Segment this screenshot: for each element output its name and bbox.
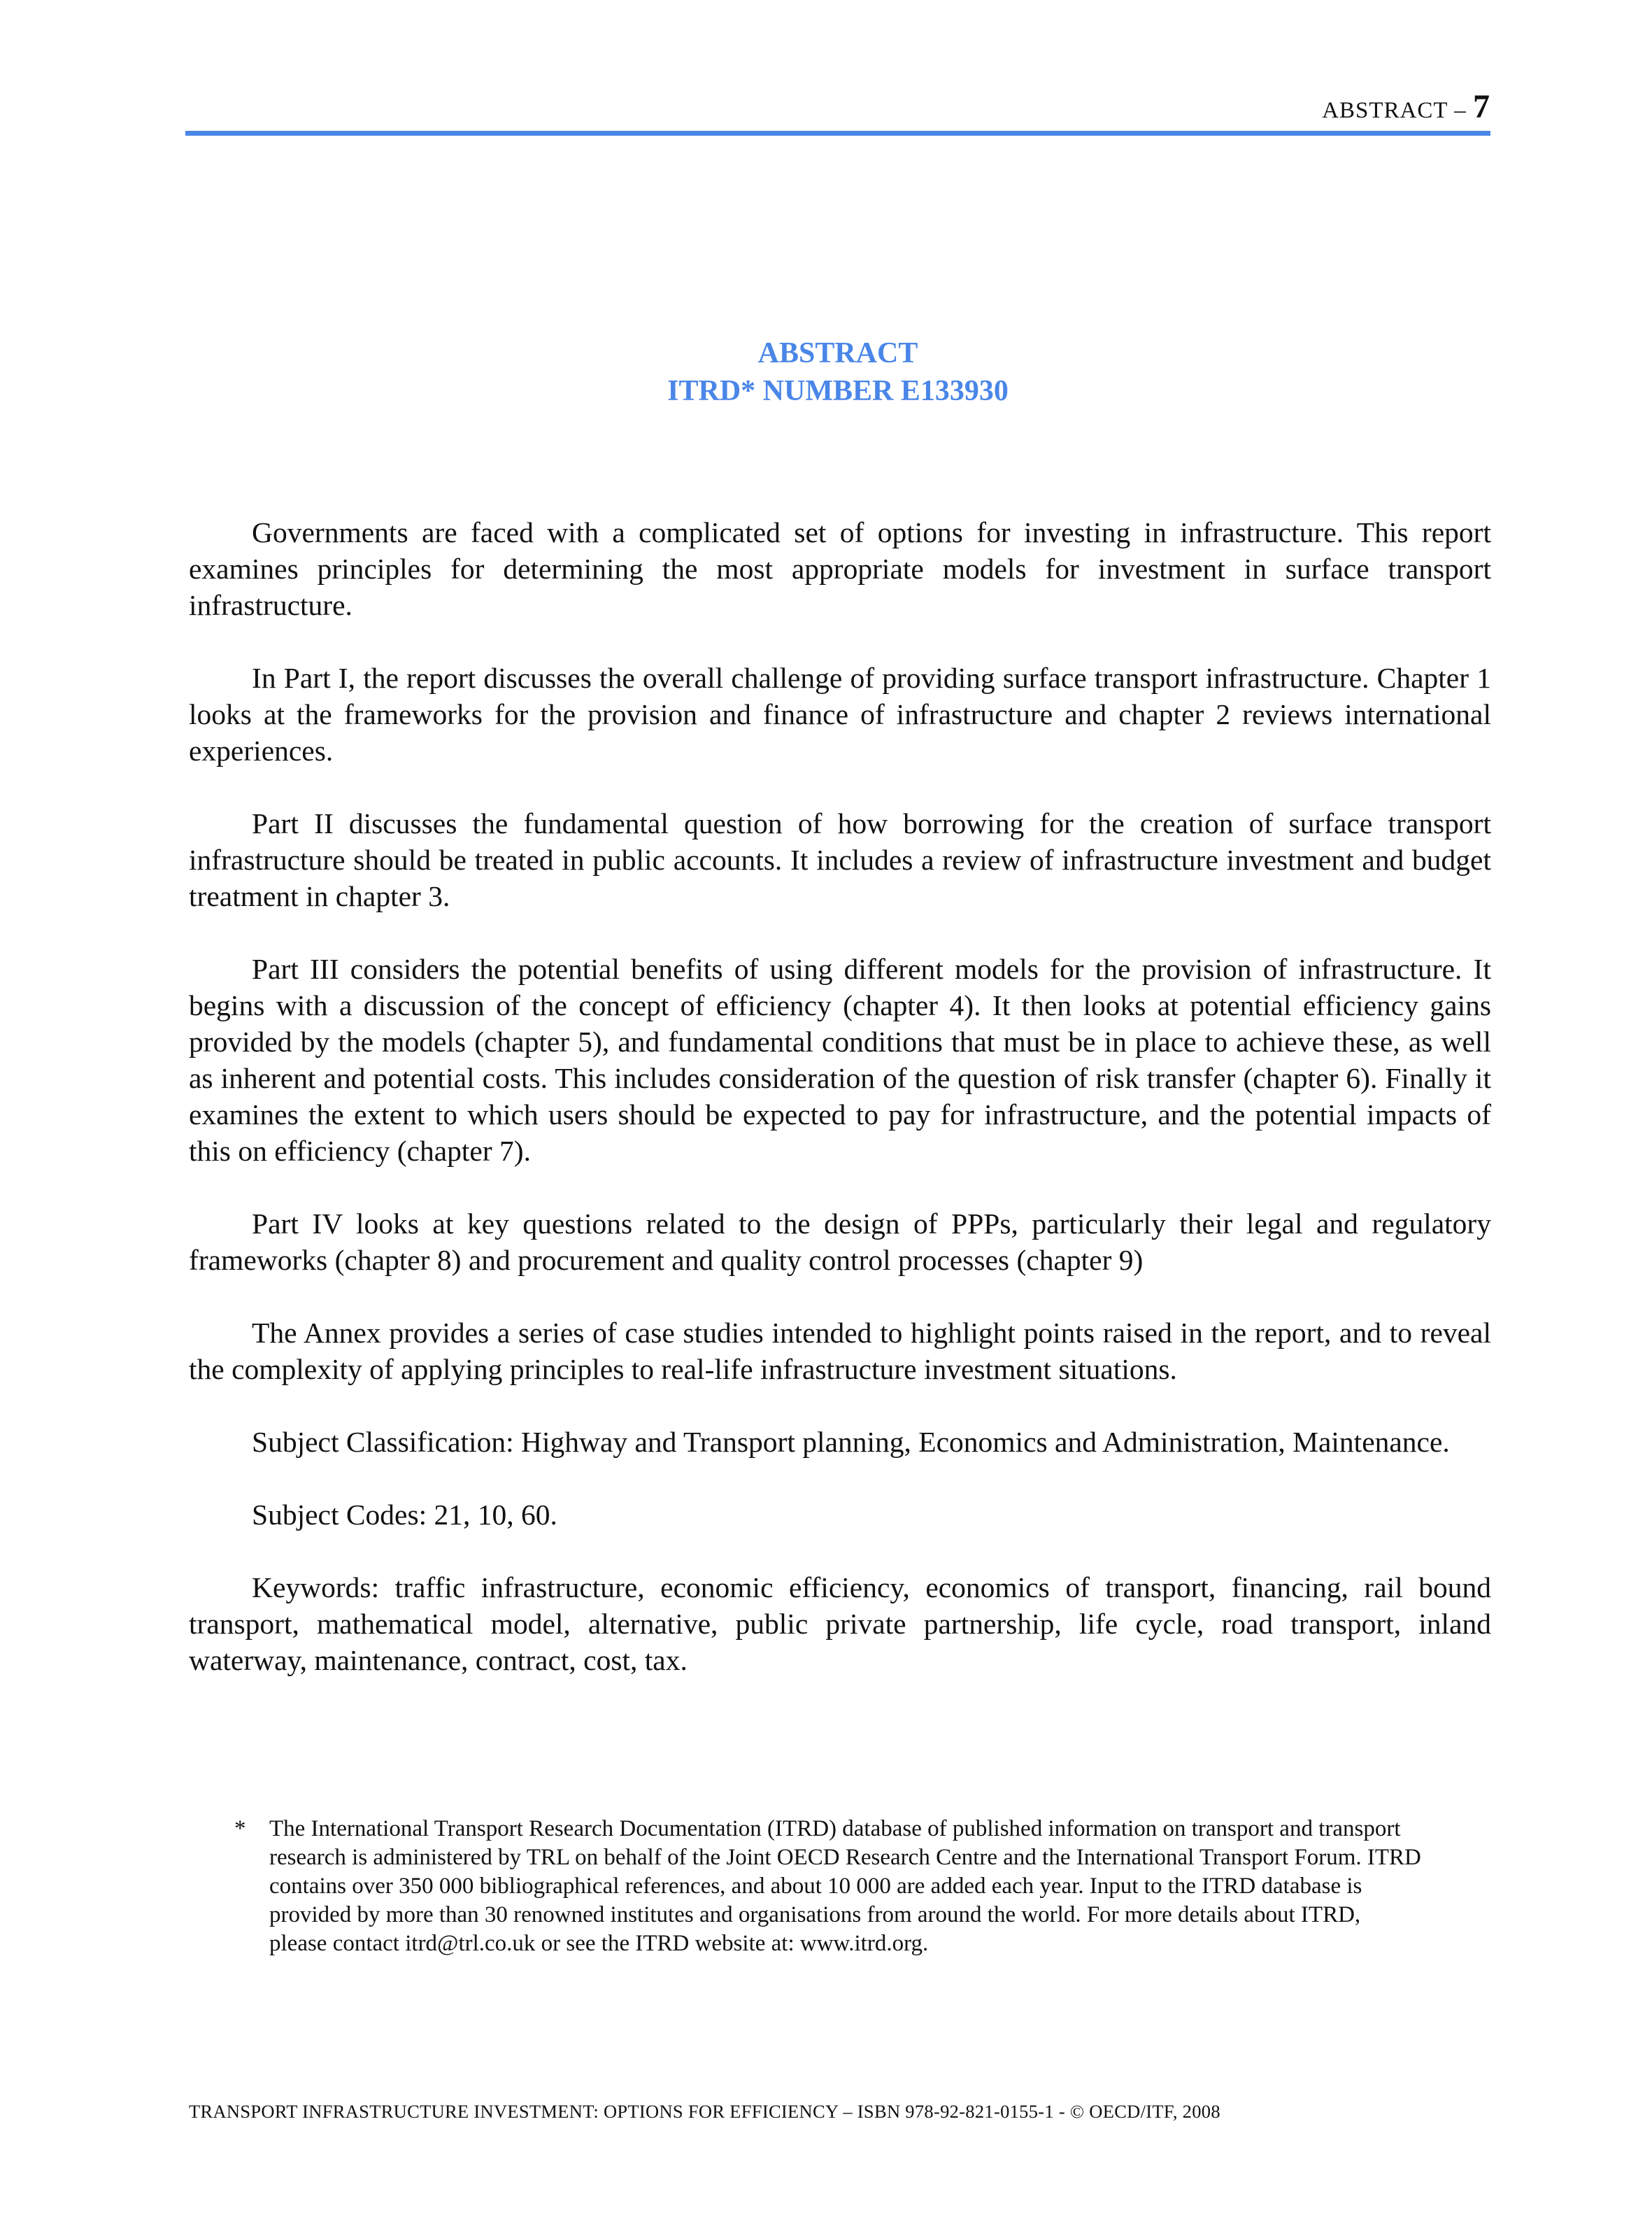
running-head-section: ABSTRACT – — [1322, 98, 1473, 123]
abstract-title-block — [185, 334, 1490, 410]
paragraph-part-2: Part II discusses the fundamental question of how borrowing for the creation of surface transport infrastructure should be treated in public accounts. It includes a review of infrastructure investment and budget treatment in chapter 3. — [189, 807, 1491, 912]
header-rule — [185, 131, 1490, 136]
running-head — [1322, 87, 1490, 126]
paragraph-keywords: Keywords: traffic infrastructure, economic efficiency, economics of transport, financing, rail bound transport, mathematical model, alternative, public private partnership, life cycle, road transport, inland waterway, maintenance, contract, cost, tax. — [189, 1571, 1491, 1676]
itrd-number-title: ITRD* NUMBER E133930 — [667, 375, 1009, 407]
paragraph-part-1: In Part I, the report discusses the overall challenge of providing surface transport infrastructure. Chapter 1 looks at the frameworks for the provision and finance of infrastructure and chapter 2 reviews international experiences. — [189, 662, 1491, 767]
itrd-footnote — [234, 1815, 1423, 1958]
paragraph-subject-classification: Subject Classification: Highway and Transport planning, Economics and Administration, Maintenance. — [252, 1426, 1450, 1458]
footnote-text: The International Transport Research Documentation (ITRD) database of published information on transport and transport research is administered by TRL on behalf of the Joint OECD Research Centre and the International Transport Forum. ITRD contains over 350 000 bibliographical references, and about 10 000 are added each year. Input to the ITRD database is provided by more than 30 renowned institutes and organisations from around the world. For more details about ITRD, please contact itrd@trl.co.uk or see the ITRD website at: www.itrd.org. — [269, 1816, 1421, 1956]
footnote-marker: * — [234, 1816, 246, 1841]
paragraph-part-4: Part IV looks at key questions related to the design of PPPs, particularly their legal and regulatory frameworks (chapter 8) and procurement and quality control processes (chapter 9) — [189, 1207, 1491, 1276]
paragraph-part-3: Part III considers the potential benefits of using different models for the provision of infrastructure. It begins with a discussion of the concept of efficiency (chapter 4). It then looks at potential efficiency gains provided by the models (chapter 5), and fundamental conditions that must be in place to achieve these, as well as inherent and potential costs. This includes consideration of the question of risk transfer (chapter 6). Finally it examines the extent to which users should be expected to pay for infrastructure, and the potential impacts of this on efficiency (chapter 7). — [189, 953, 1491, 1167]
paragraph-subject-codes: Subject Codes: 21, 10, 60. — [252, 1499, 557, 1531]
paragraph-overview: Governments are faced with a complicated set of options for investing in infrastructure. This report examines principles for determining the most appropriate models for investment in surface transport infrastructure. — [189, 516, 1491, 621]
page-footer: TRANSPORT INFRASTRUCTURE INVESTMENT: OPTIONS FOR EFFICIENCY – ISBN 978-92-821-0155-1 - © OECD/ITF, 2008 — [189, 2101, 1220, 2122]
page-number: 7 — [1473, 88, 1490, 125]
page-header — [185, 88, 1490, 136]
abstract-body — [189, 514, 1491, 1715]
abstract-title: ABSTRACT — [757, 337, 918, 369]
paragraph-annex: The Annex provides a series of case studies intended to highlight points raised in the report, and to reveal the complexity of applying principles to real-life infrastructure investment situations. — [189, 1317, 1491, 1385]
